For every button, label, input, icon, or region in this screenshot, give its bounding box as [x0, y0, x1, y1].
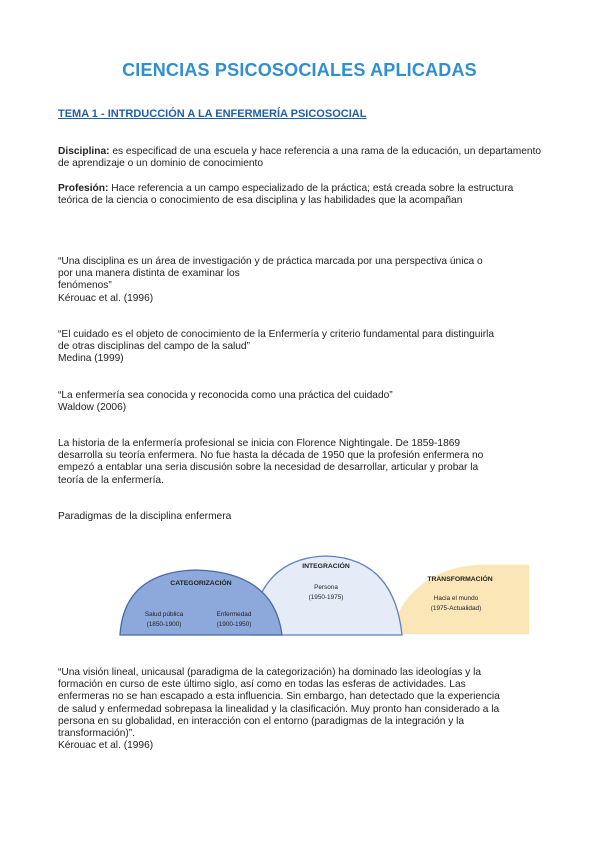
- quote-line: “Una visión lineal, unicausal (paradigma de la categorización) ha dominado las ideologías y la: [58, 667, 482, 678]
- categorizacion-right-years: (1900-1950): [216, 621, 252, 628]
- history-paragraph: [58, 438, 544, 487]
- disciplina-text: es especificad de una escuela y hace referencia a una rama de la educación, un departamento de aprendizaje o un dominio de conocimiento: [58, 146, 542, 170]
- section-heading: TEMA 1 - INTRDUCCIÓN A LA ENFERMERÍA PSICOSOCIAL: [58, 108, 367, 120]
- quote-block: [58, 390, 544, 414]
- quote-author: Kérouac et al. (1996): [58, 292, 154, 304]
- quote-line: de otras disciplinas del campo de la salud”: [58, 341, 250, 353]
- categorizacion-left-label: Salud pública: [144, 611, 184, 618]
- profesion-text: Hace referencia a un campo especializado de la práctica; está creada sobre la estructura teórica de la ciencia o conocimiento de esa disciplina y las habilidades que la acompañan: [58, 183, 514, 207]
- disciplina-term: Disciplina:: [58, 146, 110, 157]
- quote-line: fenómenos”: [58, 280, 112, 292]
- categorizacion-left-years: (1850-1900): [146, 621, 182, 628]
- paradigms-diagram: [0, 540, 599, 650]
- integracion-years: (1950-1975): [308, 594, 344, 601]
- document-title: CIENCIAS PSICOSOCIALES APLICADAS: [122, 60, 477, 80]
- integracion-label: Persona: [314, 584, 338, 591]
- profesion-term: Profesión:: [58, 183, 109, 194]
- transformacion-title: TRANSFORMACIÓN: [427, 576, 493, 583]
- quote-line: enfermeras no se han escapado a esta influencia. Sin embargo, han detectado que la experiencia: [58, 691, 500, 703]
- paradigms-heading: Paradigmas de la disciplina enfermera: [58, 511, 232, 522]
- paragraph-line: La historia de la enfermería profesional se inicia con Florence Nightingale. De 1859-1869: [58, 438, 461, 449]
- paragraph-line: teoría de la enfermería.: [58, 474, 164, 486]
- categorizacion-right-label: Enfermedad: [216, 611, 252, 618]
- final-quote: [58, 667, 544, 752]
- transformacion-label: Hacia el mundo: [433, 595, 479, 602]
- transformacion-years: (1975-Actualidad): [430, 605, 482, 612]
- quote-line: “El cuidado es el objeto de conocimiento de la Enfermería y criterio fundamental para distinguirla: [58, 329, 495, 340]
- quote-line: formación en curso de este último siglo, así como en todas las esferas de actividades. Las: [58, 679, 466, 691]
- quote-block: [58, 329, 544, 366]
- quote-line: “La enfermería sea conocida y reconocida como una práctica del cuidado”: [58, 390, 393, 401]
- quote-author: Waldow (2006): [58, 402, 127, 414]
- quote-line: transformación)”.: [58, 728, 135, 740]
- profesion-definition: [58, 183, 544, 207]
- quote-block: [58, 256, 544, 305]
- quote-line: por una manera distinta de examinar los: [58, 268, 240, 280]
- categorizacion-title: CATEGORIZACIÓN: [170, 580, 232, 587]
- integracion-title: INTEGRACIÓN: [302, 563, 350, 570]
- paragraph-line: desarrolla su teoría enfermera. No fue hasta la década de 1950 que la profesión enfermera no: [58, 450, 484, 462]
- quote-line: persona en su globalidad, en interacción con el entorno (paradigmas de la integración y la: [58, 715, 465, 727]
- quote-line: “Una disciplina es un área de investigación y de práctica marcada por una perspectiva única o: [58, 256, 483, 267]
- quote-author: Kérouac et al. (1996): [58, 740, 154, 752]
- paragraph-line: empezó a entablar una seria discusión sobre la necesidad de desarrollar, articular y probar la: [58, 462, 479, 474]
- disciplina-definition: [58, 146, 544, 170]
- quote-line: de salud y enfermedad sobrepasa la linealidad y la clasificación. Muy pronto han considerado a la: [58, 703, 500, 715]
- quote-author: Medina (1999): [58, 353, 124, 365]
